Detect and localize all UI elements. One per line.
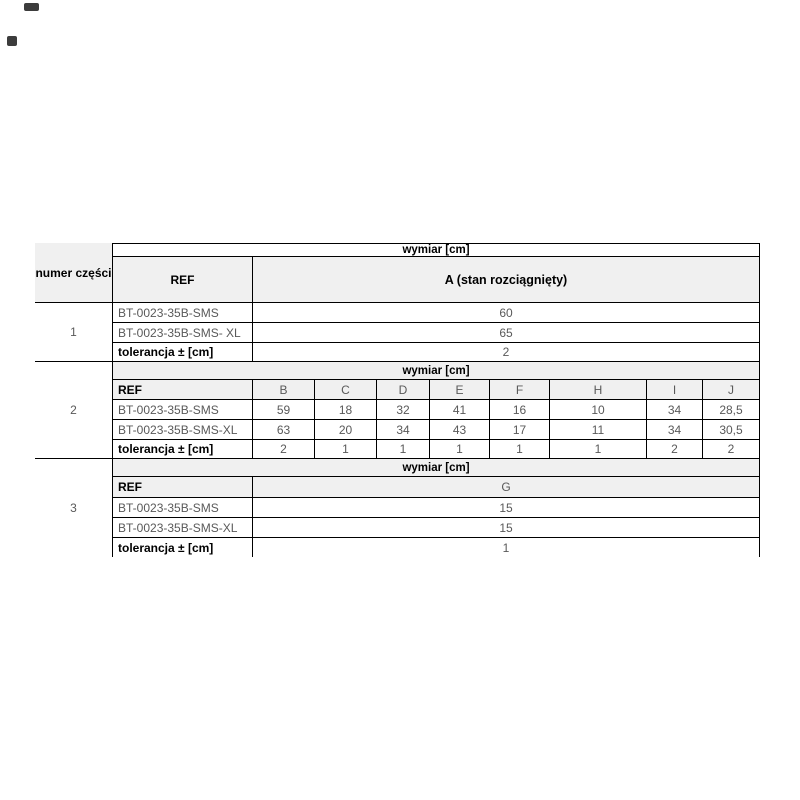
corner-header-cell: numer części: [35, 243, 112, 303]
table-row: [113, 303, 759, 323]
table-row: [113, 498, 759, 518]
part-number-column: [35, 243, 112, 557]
tolerance-label-cell: tolerancja ± [cm]: [113, 343, 253, 361]
tolerance-label-cell: tolerancja ± [cm]: [113, 440, 253, 458]
value-cell: 11: [550, 420, 647, 439]
section-3-header-row: [113, 477, 759, 498]
tolerance-value-cell: 1: [315, 440, 377, 458]
tolerance-value-cell: 2: [727, 442, 735, 456]
ref-cell: BT-0023-35B-SMS: [113, 303, 253, 322]
column-header-A: A (stan rozciągnięty): [253, 257, 759, 302]
ref-header-cell: REF: [113, 380, 253, 399]
column-header-H: H: [550, 380, 647, 399]
tolerance-value-cell: 1: [490, 440, 550, 458]
ref-cell: BT-0023-35B-SMS: [113, 400, 253, 419]
table-row: [113, 323, 759, 343]
value-cell: 30,5: [719, 422, 743, 437]
ref-header-cell: REF: [113, 257, 253, 302]
value-cell: 63: [253, 420, 315, 439]
value-cell: 34: [647, 400, 703, 419]
value-cell: 65: [499, 325, 513, 340]
section-2-tolerance-row: [113, 440, 759, 459]
table-row: [113, 400, 759, 420]
tolerance-value-cell: 1: [502, 540, 510, 555]
part-1-number-cell: 1: [35, 303, 112, 362]
value-cell: 34: [647, 420, 703, 439]
value-cell: 16: [490, 400, 550, 419]
column-header-B: B: [253, 380, 315, 399]
ref-cell: BT-0023-35B-SMS- XL: [113, 323, 253, 342]
wymiar-label: wymiar [cm]: [402, 244, 470, 256]
value-cell: 32: [377, 400, 430, 419]
column-header-J: J: [703, 380, 759, 399]
tolerance-value-cell: 2: [647, 440, 703, 458]
column-header-G: G: [253, 477, 759, 497]
tolerance-value-cell: 2: [502, 345, 510, 359]
stray-mark-icon: [7, 36, 17, 46]
stray-mark-icon: [24, 3, 39, 11]
wymiar-label: wymiar [cm]: [113, 362, 759, 379]
section-1-header-row: [113, 257, 759, 303]
column-header-C: C: [315, 380, 377, 399]
section-2-header-row: [113, 380, 759, 400]
column-header-I: I: [647, 380, 703, 399]
value-cell: 10: [550, 400, 647, 419]
value-cell: 43: [430, 420, 490, 439]
tolerance-value-cell: 1: [377, 440, 430, 458]
value-cell: 28,5: [719, 402, 743, 417]
table-row: [113, 420, 759, 440]
value-cell: 59: [253, 400, 315, 419]
column-header-F: F: [490, 380, 550, 399]
table-row: [113, 518, 759, 538]
tolerance-value-cell: 1: [430, 440, 490, 458]
value-cell: 60: [499, 305, 513, 320]
section-1-tolerance-row: [113, 343, 759, 362]
tolerance-label-cell: tolerancja ± [cm]: [113, 538, 253, 557]
value-cell: 41: [430, 400, 490, 419]
ref-cell: BT-0023-35B-SMS-XL: [113, 518, 253, 537]
value-cell: 20: [315, 420, 377, 439]
value-cell: 34: [377, 420, 430, 439]
tolerance-value-cell: 2: [253, 440, 315, 458]
wymiar-label: wymiar [cm]: [113, 459, 759, 476]
ref-cell: BT-0023-35B-SMS: [113, 498, 253, 517]
value-cell: 17: [490, 420, 550, 439]
value-cell: 15: [499, 520, 513, 535]
part-3-number-cell: 3: [70, 501, 77, 515]
section-2-wymiar-row: [113, 362, 759, 380]
tolerance-value-cell: 1: [550, 440, 647, 458]
column-header-E: E: [430, 380, 490, 399]
value-cell: 15: [499, 500, 513, 515]
ref-cell: BT-0023-35B-SMS-XL: [113, 420, 253, 439]
section-1-wymiar-row: [113, 244, 759, 257]
measurements-table: [112, 243, 760, 557]
value-cell: 18: [315, 400, 377, 419]
section-3-tolerance-row: [113, 538, 759, 557]
section-3-wymiar-row: [113, 459, 759, 477]
part-2-number-cell: 2: [35, 362, 112, 459]
ref-header-cell: REF: [113, 477, 253, 497]
column-header-D: D: [377, 380, 430, 399]
